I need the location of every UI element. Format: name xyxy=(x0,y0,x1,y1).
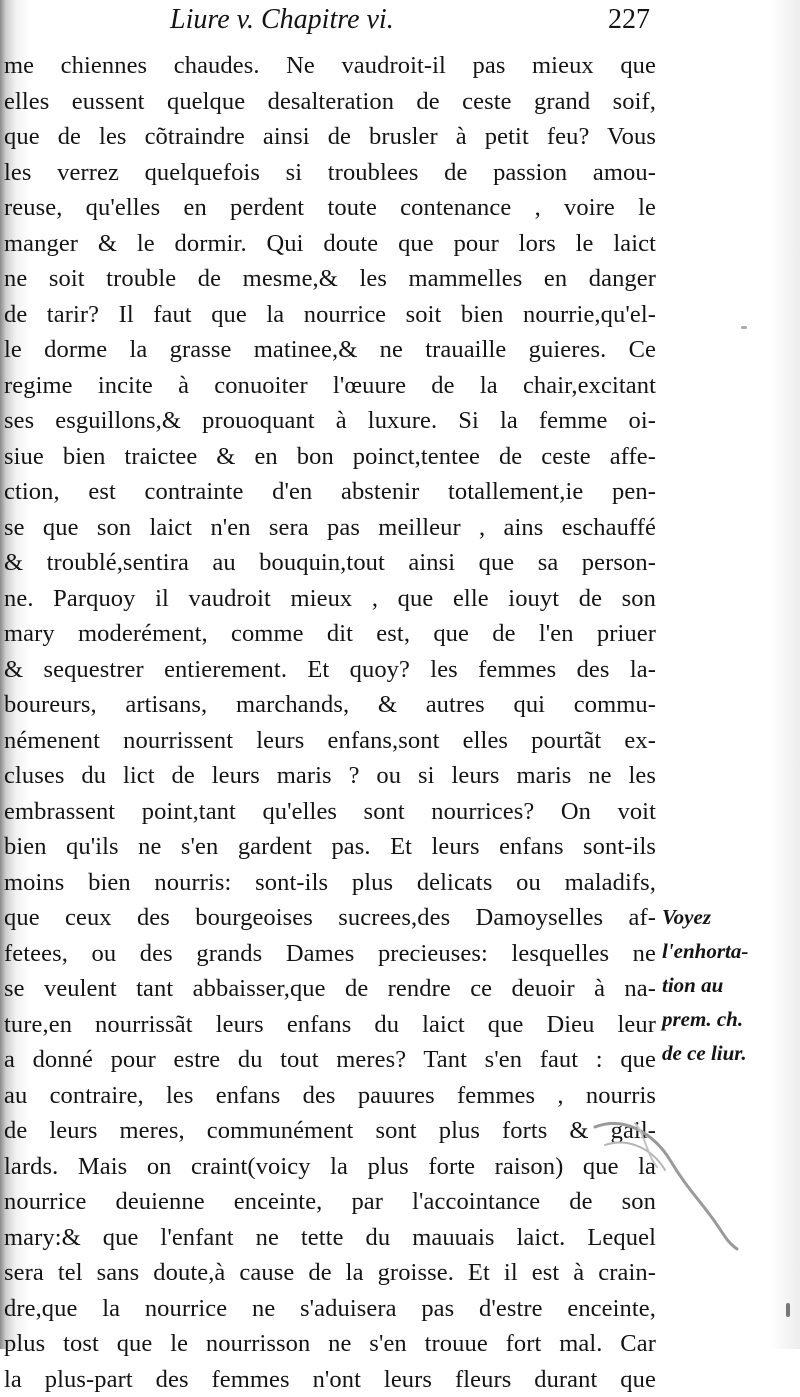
text-line: se que son laict n'en sera pas meilleur , ains eschauffé xyxy=(4,510,656,546)
body-text xyxy=(4,48,656,1397)
marginal-note-line: Voyez xyxy=(662,900,798,934)
text-line: elles eussent quelque desalteration de ceste grand soif, xyxy=(4,84,656,120)
text-line: mary:& que l'enfant ne tette du mauuais laict. Lequel xyxy=(4,1220,656,1256)
text-line: ne soit trouble de mesme,& les mammelles en danger xyxy=(4,261,656,297)
marginal-note-line: prem. ch. xyxy=(662,1002,798,1036)
text-line: de tarir? Il faut que la nourrice soit bien nourrie,qu'el- xyxy=(4,297,656,333)
ink-speck xyxy=(741,326,747,329)
text-line: moins bien nourris: sont-ils plus delicats ou maladifs, xyxy=(4,865,656,901)
text-line: dre,que la nourrice ne s'aduisera pas d'estre enceinte, xyxy=(4,1291,656,1327)
marginal-note-line: de ce liur. xyxy=(662,1036,798,1070)
text-line: mary moderément, comme dit est, que de l'en priuer xyxy=(4,616,656,652)
text-line: & sequestrer entierement. Et quoy? les femmes des la- xyxy=(4,652,656,688)
text-line: au contraire, les enfans des pauures femmes , nourris xyxy=(4,1078,656,1114)
text-line: ction, est contrainte d'en abstenir totallement,ie pen- xyxy=(4,474,656,510)
text-line: me chiennes chaudes. Ne vaudroit-il pas mieux que xyxy=(4,48,656,84)
text-line: bien qu'ils ne s'en gardent pas. Et leurs enfans sont-ils xyxy=(4,829,656,865)
text-line: la plus-part des femmes n'ont leurs fleurs durant que xyxy=(4,1362,656,1397)
text-line: siue bien traictee & en bon poinct,tentee de ceste affe- xyxy=(4,439,656,475)
text-line: que de les cõtraindre ainsi de brusler à petit feu? Vous xyxy=(4,119,656,155)
text-line: regime incite à conuoiter l'œuure de la chair,excitant xyxy=(4,368,656,404)
running-head xyxy=(170,2,650,38)
text-line: & troublé,sentira au bouquin,tout ainsi que sa person- xyxy=(4,545,656,581)
stray-thread-mark xyxy=(575,1115,755,1255)
page-number: 227 xyxy=(608,2,650,38)
text-line: plus tost que le nourrisson ne s'en trouue fort mal. Car xyxy=(4,1326,656,1362)
ink-speck xyxy=(786,1303,790,1317)
marginal-note-line: l'enhorta- xyxy=(662,934,798,968)
text-line: ture,en nourrissãt leurs enfans du laict que Dieu leur xyxy=(4,1007,656,1043)
text-line: ne. Parquoy il vaudroit mieux , que elle iouyt de son xyxy=(4,581,656,617)
text-line: ses esguillons,& prouoquant à luxure. Si la femme oi- xyxy=(4,403,656,439)
running-head-title: Liure v. Chapitre vi. xyxy=(170,2,394,38)
marginal-note-line: tion au xyxy=(662,968,798,1002)
text-line: a donné pour estre du tout meres? Tant s'en faut : que xyxy=(4,1042,656,1078)
text-line: lards. Mais on craint(voicy la plus forte raison) que la xyxy=(4,1149,656,1185)
text-line: que ceux des bourgeoises sucrees,des Damoyselles af- xyxy=(4,900,656,936)
text-line: embrassent point,tant qu'elles sont nourrices? On voit xyxy=(4,794,656,830)
text-line: boureurs, artisans, marchands, & autres qui commu- xyxy=(4,687,656,723)
text-line: némenent nourrissent leurs enfans,sont elles pourtãt ex- xyxy=(4,723,656,759)
text-line: cluses du lict de leurs maris ? ou si leurs maris ne les xyxy=(4,758,656,794)
text-line: de leurs meres, communément sont plus forts & gail- xyxy=(4,1113,656,1149)
text-line: reuse, qu'elles en perdent toute contenance , voire le xyxy=(4,190,656,226)
text-line: se veulent tant abbaisser,que de rendre ce deuoir à na- xyxy=(4,971,656,1007)
text-line: les verrez quelquefois si troublees de passion amou- xyxy=(4,155,656,191)
text-line: fetees, ou des grands Dames precieuses: lesquelles ne xyxy=(4,936,656,972)
text-line: manger & le dormir. Qui doute que pour lors le laict xyxy=(4,226,656,262)
text-line: sera tel sans doute,à cause de la groisse. Et il est à crain- xyxy=(4,1255,656,1291)
text-line: le dorme la grasse matinee,& ne trauaille guieres. Ce xyxy=(4,332,656,368)
marginal-note xyxy=(662,900,798,1070)
text-line: nourrice deuienne enceinte, par l'accointance de son xyxy=(4,1184,656,1220)
